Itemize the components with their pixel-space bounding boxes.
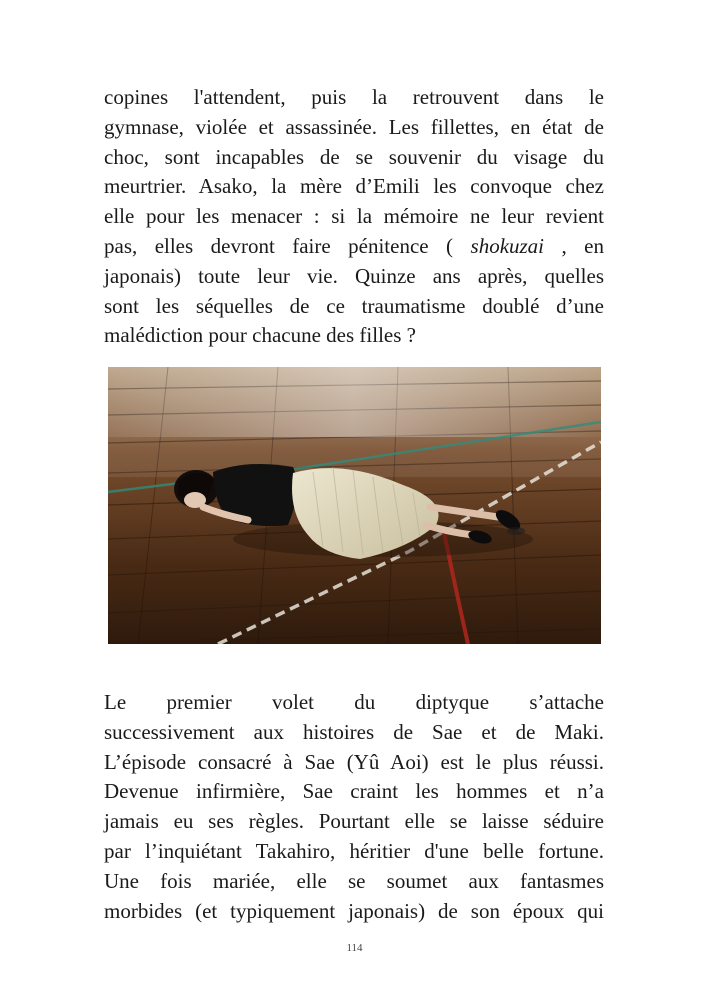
text-line: successivement aux histoires de Sae et de Maki. xyxy=(104,719,604,744)
text-line: sont les séquelles de ce traumatisme doublé d’une xyxy=(104,293,604,318)
film-still-illustration xyxy=(108,367,601,644)
text-line: japonais) toute leur vie. Quinze ans après, quelles xyxy=(104,263,604,288)
film-still-photo xyxy=(108,367,601,644)
text-line: elle pour les menacer : si la mémoire ne leur revient xyxy=(104,204,604,229)
paragraph-2 xyxy=(104,688,604,926)
text-line: par l’inquiétant Takahiro, héritier d'une belle fortune. xyxy=(104,838,604,863)
text-line: Le premier volet du diptyque s’attache xyxy=(104,690,604,714)
text-line xyxy=(104,232,604,262)
text-fragment: , en xyxy=(561,233,604,258)
text-line: choc, sont incapables de se souvenir du visage du xyxy=(104,144,604,169)
paragraph-1 xyxy=(104,83,604,351)
text-line: gymnase, violée et assassinée. Les fillettes, en état de xyxy=(104,114,604,139)
text-line: morbides (et typiquement japonais) de son époux qui xyxy=(104,898,604,923)
text-line: jamais eu ses règles. Pourtant elle se laisse séduire xyxy=(104,809,604,834)
text-fragment: pas, elles devront faire pénitence ( xyxy=(104,233,454,258)
text-line: Une fois mariée, elle se soumet aux fantasmes xyxy=(104,868,604,893)
text-line: malédiction pour chacune des filles ? xyxy=(104,323,416,348)
text-line: meurtrier. Asako, la mère d’Emili les convoque chez xyxy=(104,174,604,199)
text-line: Devenue infirmière, Sae craint les hommes et n’a xyxy=(104,779,604,804)
text-line: copines l'attendent, puis la retrouvent dans le xyxy=(104,85,604,109)
italic-term: shokuzai xyxy=(470,233,545,258)
page-number: 114 xyxy=(346,942,363,954)
text-line: L’épisode consacré à Sae (Yû Aoi) est le plus réussi. xyxy=(104,749,604,774)
